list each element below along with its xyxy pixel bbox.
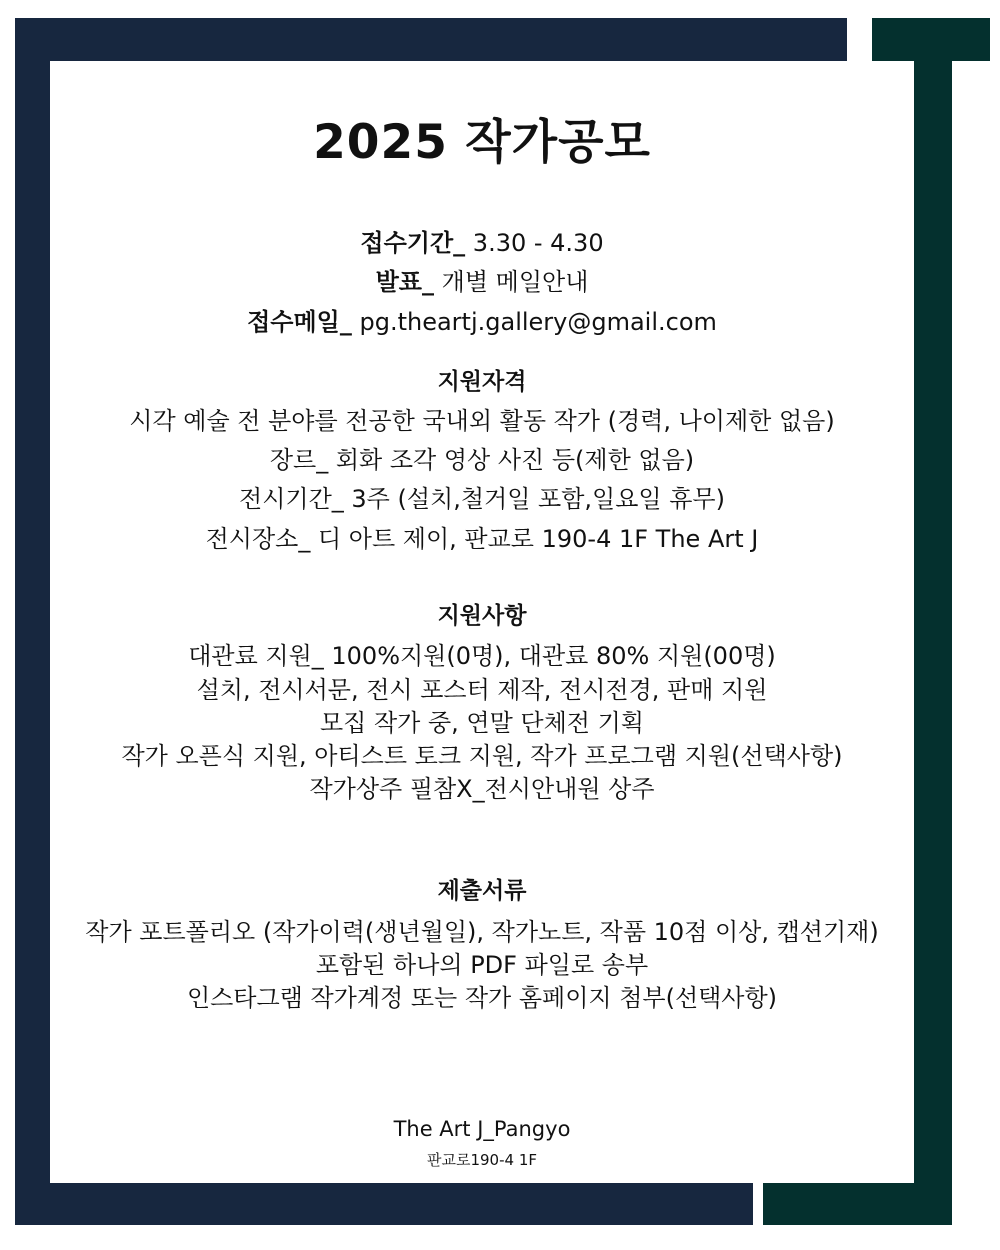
period-label: 접수기간_ <box>360 229 466 257</box>
announce-label: 발표_ <box>375 268 434 296</box>
period-value: 3.30 - 4.30 <box>472 229 604 257</box>
email-label: 접수메일_ <box>247 308 352 336</box>
period-line <box>50 223 914 258</box>
frame-navy-bottom-bar <box>15 1183 753 1225</box>
eligibility-line: 시각 예술 전 분야를 전공한 국내외 활동 작가 (경력, 나이제한 없음) <box>129 407 835 435</box>
support-line: 설치, 전시서문, 전시 포스터 제작, 전시전경, 판매 지원 <box>196 676 768 704</box>
support-line: 모집 작가 중, 연말 단체전 기획 <box>320 709 644 737</box>
eligibility-line: 전시기간_ 3주 (설치,철거일 포함,일요일 휴무) <box>239 485 725 513</box>
gallery-name: The Art J_Pangyo <box>393 1117 571 1141</box>
documents-line: 작가 포트폴리오 (작가이력(생년월일), 작가노트, 작품 10점 이상, 캡션기재) <box>85 918 879 946</box>
support-heading: 지원사항 <box>437 603 527 629</box>
eligibility-line: 장르_ 회화 조각 영상 사진 등(제한 없음) <box>269 446 695 474</box>
frame-gap <box>753 1183 763 1225</box>
poster-content <box>50 61 914 1183</box>
announce-line <box>50 262 914 297</box>
frame-teal-bottom-bar <box>763 1183 952 1225</box>
gallery-address: 판교로190-4 1F <box>427 1151 537 1169</box>
support-line: 대관료 지원_ 100%지원(0명), 대관료 80% 지원(00명) <box>188 642 776 670</box>
documents-line: 인스타그램 작가계정 또는 작가 홈페이지 첨부(선택사항) <box>186 984 778 1012</box>
eligibility-heading: 지원자격 <box>437 369 527 395</box>
page-title: 2025 작가공모 <box>313 115 651 170</box>
email-value: pg.theartj.gallery@gmail.com <box>359 308 717 336</box>
eligibility-line: 전시장소_ 디 아트 제이, 판교로 190-4 1F The Art J <box>205 525 759 553</box>
support-line: 작가 오픈식 지원, 아티스트 토크 지원, 작가 프로그램 지원(선택사항) <box>121 742 843 770</box>
documents-heading: 제출서류 <box>437 878 527 904</box>
documents-line: 포함된 하나의 PDF 파일로 송부 <box>315 951 649 979</box>
email-line <box>50 302 914 337</box>
frame-teal-right-bar <box>914 18 952 1225</box>
support-line: 작가상주 필참X_전시안내원 상주 <box>309 775 655 803</box>
announce-value: 개별 메일안내 <box>441 268 589 296</box>
